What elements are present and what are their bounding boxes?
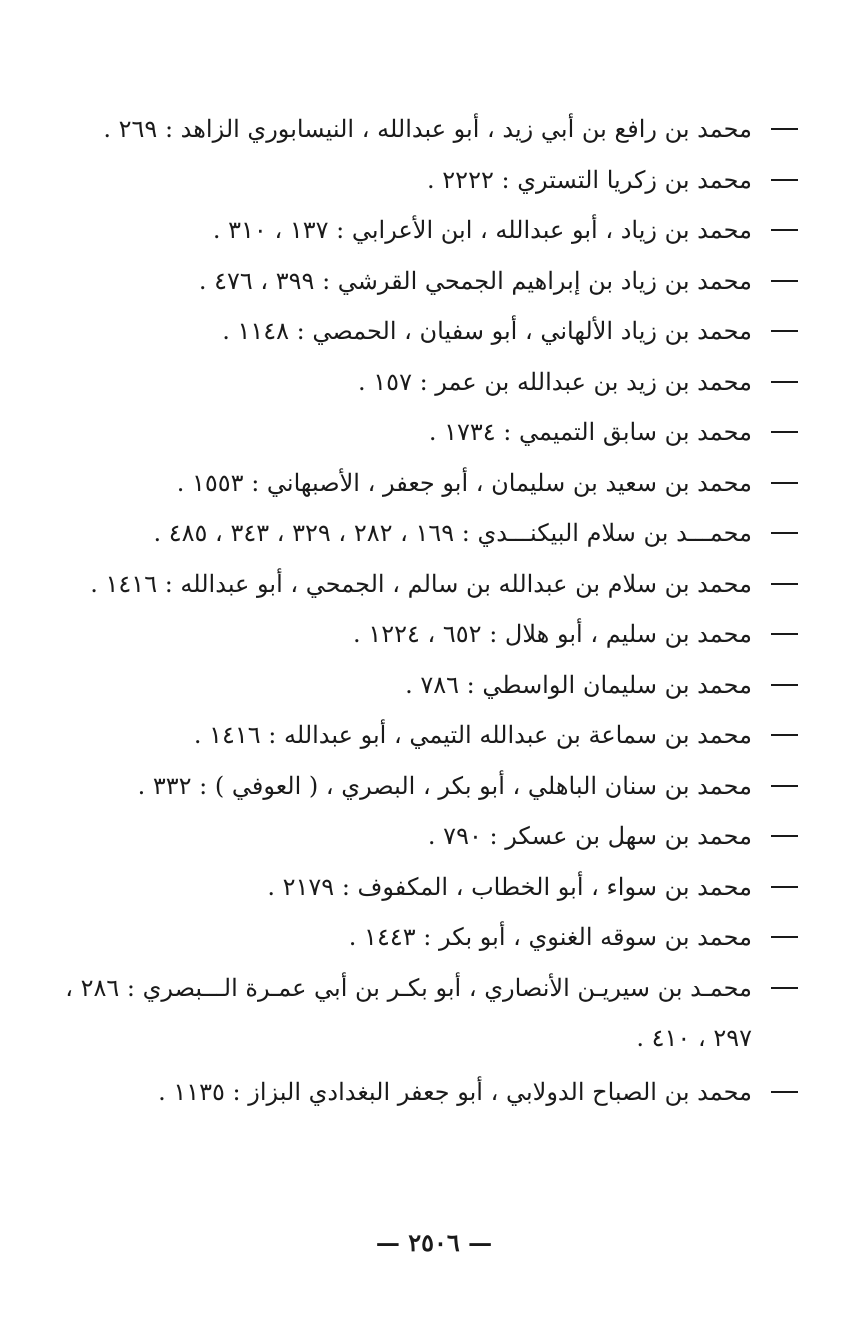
- entry-text: محمد بن سعيد بن سليمان ، أبو جعفر ، الأصبهاني : ١٥٥٣ .: [176, 468, 752, 497]
- index-entry: [28, 508, 798, 559]
- index-entry: [28, 660, 798, 711]
- index-entry: [28, 306, 798, 357]
- entry-text: محمد بن زياد الألهاني ، أبو سفيان ، الحمصي : ١١٤٨ .: [222, 317, 752, 345]
- entry-text: محمد بن زياد بن إبراهيم الجمحي القرشي : ٣٩٩ ، ٤٧٦ .: [198, 266, 752, 295]
- entry-dash: [771, 229, 798, 231]
- index-entry: [28, 559, 798, 610]
- entry-text: محمـد بن سيريـن الأنصاري ، أبو بكـر بن أبي عمـرة الـــبصري : ٢٨٦ ، ٢٩٧ ، ٤١٠ .: [65, 973, 752, 1052]
- entry-dash: [771, 1091, 798, 1093]
- entry-dash: [771, 381, 798, 383]
- entry-text: محمد بن سواء ، أبو الخطاب ، المكفوف : ٢١٧٩ .: [267, 872, 752, 901]
- entry-dash: [771, 532, 798, 534]
- entry-text: محمد بن الصباح الدولابي ، أبو جعفر البغدادي البزاز : ١١٣٥ .: [158, 1077, 752, 1106]
- index-entry: [28, 710, 798, 761]
- index-entry-list: [28, 104, 798, 1117]
- entry-dash: [771, 684, 798, 686]
- entry-dash: [771, 886, 798, 888]
- index-entry: [28, 104, 798, 155]
- entry-dash: [771, 734, 798, 736]
- entry-text: محمد بن سنان الباهلي ، أبو بكر ، البصري ، ( العوفي ) : ٣٣٢ .: [137, 771, 752, 800]
- index-entry: [28, 407, 798, 458]
- entry-dash: [771, 987, 798, 989]
- entry-text: محمد بن زياد ، أبو عبدالله ، ابن الأعرابي : ١٣٧ ، ٣١٠ .: [212, 216, 752, 244]
- index-entry: [28, 155, 798, 206]
- entry-text: محمد بن سوقه الغنوي ، أبو بكر : ١٤٤٣ .: [348, 923, 752, 951]
- entry-text: محمد بن سابق التميمي : ١٧٣٤ .: [428, 418, 752, 446]
- entry-text: محمد بن سماعة بن عبدالله التيمي ، أبو عبدالله : ١٤١٦ .: [193, 721, 752, 749]
- index-entry: [28, 912, 798, 963]
- entry-text: محمد بن سهل بن عسكر : ٧٩٠ .: [427, 822, 752, 850]
- entry-text: محمد بن زكريا التستري : ٢٢٢٢ .: [427, 165, 752, 194]
- entry-dash: [771, 785, 798, 787]
- entry-text: محمـــد بن سلام البيكنـــدي : ١٦٩ ، ٢٨٢ ، ٣٢٩ ، ٣٤٣ ، ٤٨٥ .: [153, 519, 752, 547]
- index-entry: [28, 609, 798, 660]
- entry-dash: [771, 633, 798, 635]
- entry-dash: [771, 179, 798, 181]
- entry-text: محمد بن زيد بن عبدالله بن عمر : ١٥٧ .: [358, 367, 752, 396]
- entry-dash: [771, 128, 798, 130]
- entry-dash: [771, 583, 798, 585]
- entry-dash: [771, 431, 798, 433]
- index-entry: [28, 256, 798, 307]
- index-entry: [28, 357, 798, 408]
- entry-text: محمد بن سليم ، أبو هلال : ٦٥٢ ، ١٢٢٤ .: [353, 620, 752, 648]
- entry-dash: [771, 482, 798, 484]
- entry-dash: [771, 835, 798, 837]
- entry-text: محمد بن رافع بن أبي زيد ، أبو عبدالله ، النيسابوري الزاهد : ٢٦٩ .: [103, 115, 752, 143]
- index-entry: [28, 1067, 798, 1118]
- entry-dash: [771, 936, 798, 938]
- entry-dash: [771, 280, 798, 282]
- index-entry: [28, 862, 798, 913]
- entry-text: محمد بن سلام بن عبدالله بن سالم ، الجمحي ، أبو عبدالله : ١٤١٦ .: [90, 569, 752, 598]
- index-entry: [28, 205, 798, 256]
- index-entry: [28, 458, 798, 509]
- index-entry: [28, 811, 798, 862]
- entry-dash: [771, 330, 798, 332]
- page-number: — ٢٥٠٦ —: [375, 1228, 493, 1257]
- entry-text: محمد بن سليمان الواسطي : ٧٨٦ .: [405, 670, 752, 699]
- index-entry: [28, 963, 798, 1067]
- index-entry: [28, 761, 798, 812]
